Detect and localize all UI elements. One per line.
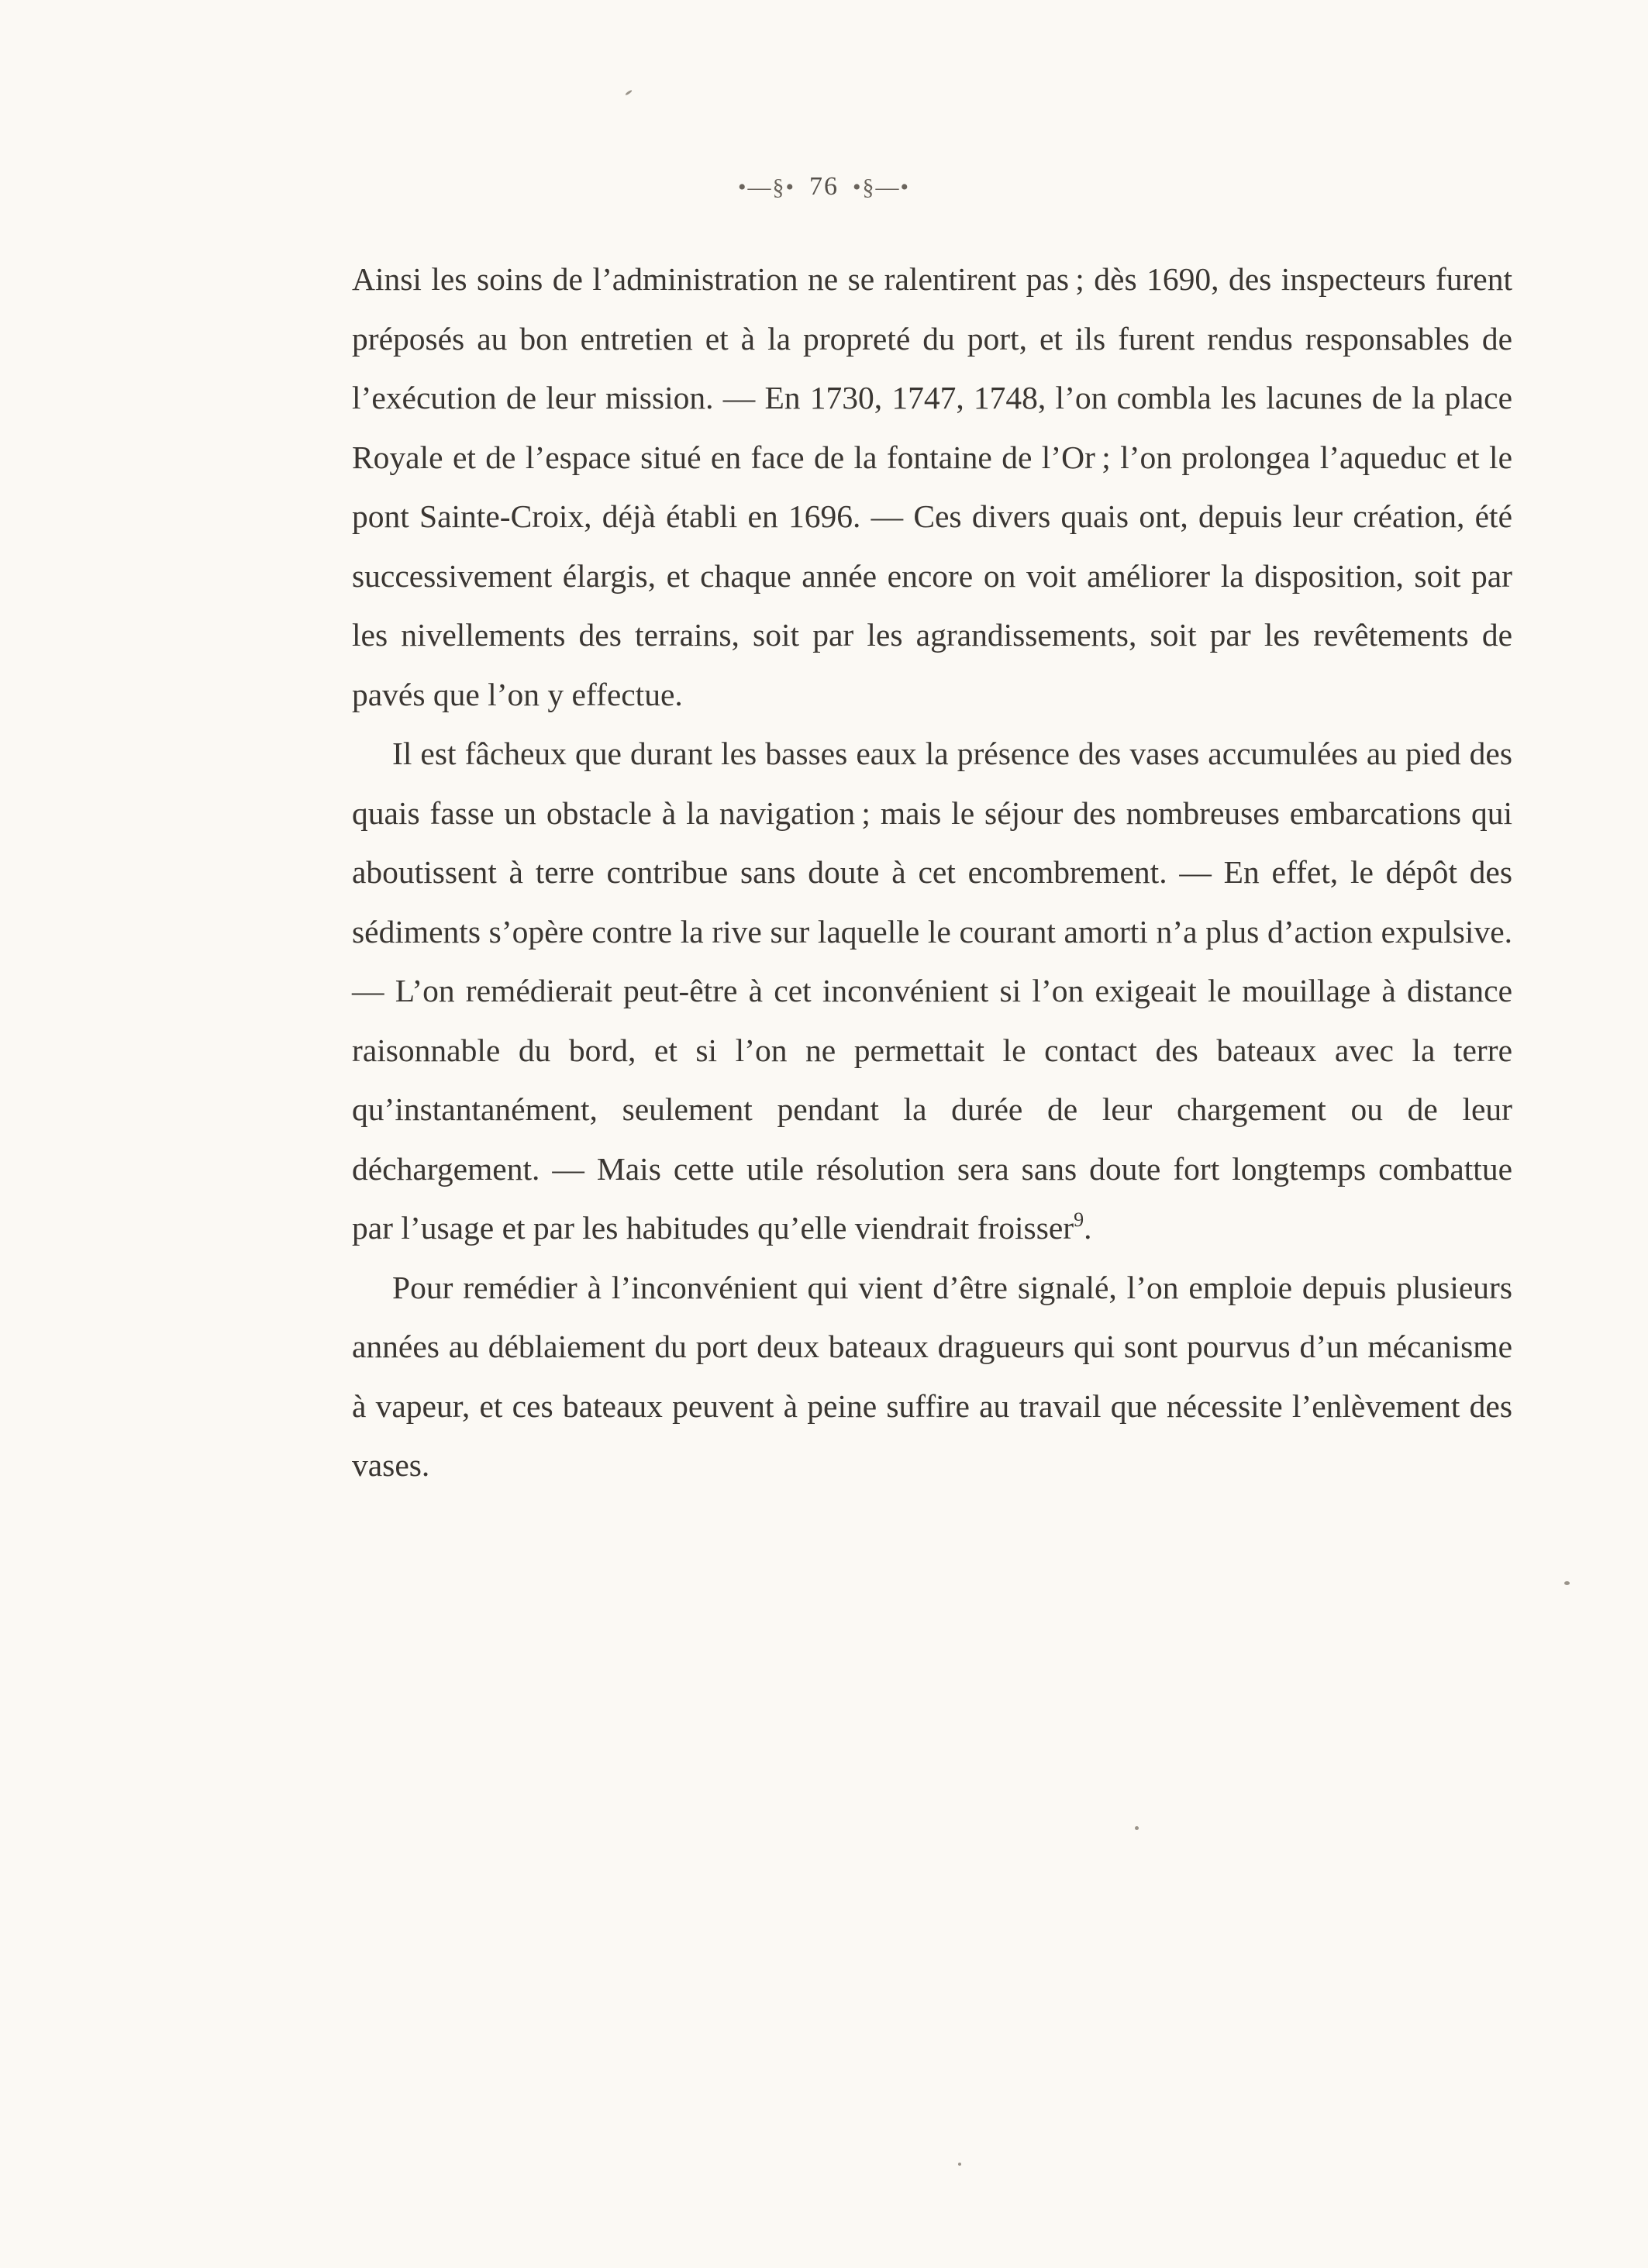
body-text xyxy=(352,250,1512,1495)
page-number: 76 xyxy=(809,172,839,201)
paragraph-2 xyxy=(352,724,1512,1258)
paper-speck xyxy=(625,89,633,95)
ornament-right-icon: •§—• xyxy=(853,174,911,200)
page-header xyxy=(0,172,1648,202)
paragraph-1 xyxy=(352,250,1512,724)
paragraph-2-tail: . xyxy=(1084,1210,1092,1246)
paragraph-2-text: Il est fâcheux que durant les basses eaux la présence des vases accumulées au pied des quais fasse un obstacle à la navigation ; mais le séjour des nombreuses embarcations qui aboutissent à terre contribue sans doute à cet encombrement. — En effet, le dépôt des sédiments s’opère contre la rive sur laquelle le courant amorti n’a plus d’action expulsive. — L’on remédierait peut-être à cet inconvénient si l’on exigeait le mouillage à distance raisonnable du bord, et si l’on ne permettait le contact des bateaux avec la terre qu’instantanément, seulement pendant la durée de leur chargement ou de leur déchargement. — Mais cette utile résolution sera sans doute fort longtemps combattue par l’usage et par les habitudes qu’elle viendrait froisser xyxy=(352,736,1512,1246)
paper-speck xyxy=(1564,1581,1570,1585)
paragraph-3 xyxy=(352,1258,1512,1495)
paper-speck xyxy=(1135,1826,1139,1830)
paragraph-3-text: Pour remédier à l’inconvénient qui vient d’être signalé, l’on emploie depuis plusieurs années au déblaiement du port deux bateaux dragueurs qui sont pourvus d’un mécanisme à vapeur, et ces bateaux peuvent à peine suffire au travail que nécessite l’enlèvement des vases. xyxy=(352,1269,1512,1483)
paper-speck xyxy=(958,2163,961,2166)
paragraph-1-text: Ainsi les soins de l’administration ne se ralentirent pas ; dès 1690, des inspecteurs furent préposés au bon entretien et à la propreté du port, et ils furent rendus responsables de l’exécution de leur mission. — En 1730, 1747, 1748, l’on combla les lacunes de la place Royale et de l’espace situé en face de la fontaine de l’Or ; l’on prolongea l’aqueduc et le pont Sainte-Croix, déjà établi en 1696. — Ces divers quais ont, depuis leur création, été successivement élargis, et chaque année encore on voit améliorer la disposition, soit par les nivellements des terrains, soit par les agrandissements, soit par les revêtements de pavés que l’on y effectue. xyxy=(352,261,1512,712)
ornament-left-icon: •—§• xyxy=(737,174,795,200)
footnote-reference[interactable]: 9 xyxy=(1074,1208,1084,1231)
